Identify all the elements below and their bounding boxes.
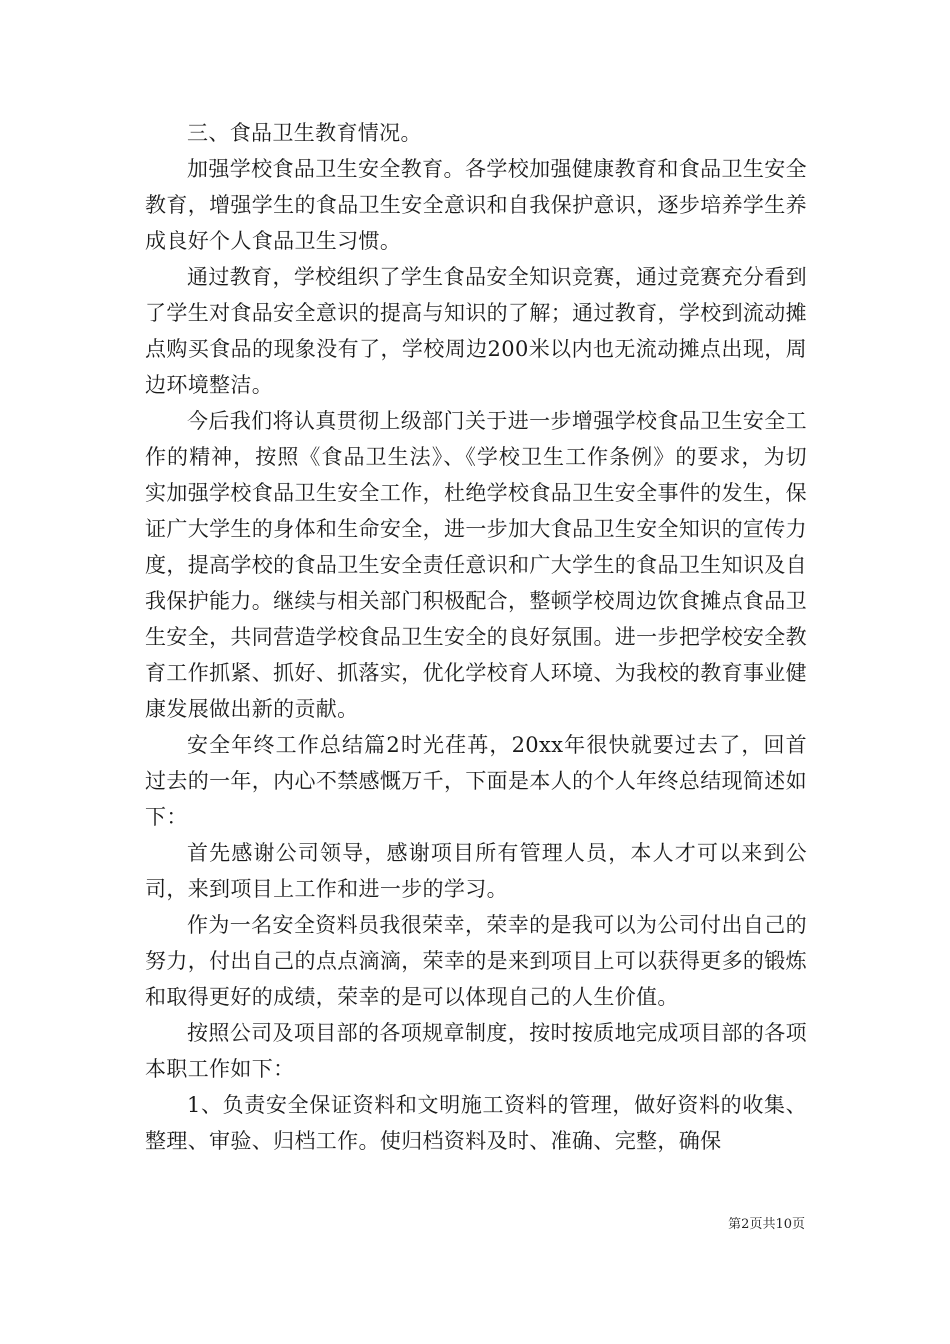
paragraph: 安全年终工作总结篇2时光荏苒，20xx年很快就要过去了，回首过去的一年，内心不禁感慨万千，下面是本人的个人年终总结现简述如下： <box>145 733 807 829</box>
paragraph: 通过教育，学校组织了学生食品安全知识竞赛，通过竞赛充分看到了学生对食品安全意识的提高与知识的了解；通过教育，学校到流动摊点购买食品的现象没有了，学校周边200米以内也无流动摊点出现，周边环境整洁。 <box>145 265 807 397</box>
paragraph: 今后我们将认真贯彻上级部门关于进一步增强学校食品卫生安全工作的精神，按照《食品卫生法》、《学校卫生工作条例》的要求，为切实加强学校食品卫生安全工作，杜绝学校食品卫生安全事件的发生，保证广大学生的身体和生命安全，进一步加大食品卫生安全知识的宣传力度，提高学校的食品卫生安全责任意识和广大学生的食品卫生知识及自我保护能力。继续与相关部门积极配合，整顿学校周边饮食摊点食品卫生安全，共同营造学校食品卫生安全的良好氛围。进一步把学校安全教育工作抓紧、抓好、抓落实，优化学校育人环境、为我校的教育事业健康发展做出新的贡献。 <box>145 409 807 721</box>
paragraph: 首先感谢公司领导，感谢项目所有管理人员，本人才可以来到公司，来到项目上工作和进一步的学习。 <box>145 841 807 901</box>
section-heading: 三、食品卫生教育情况。 <box>187 121 422 145</box>
paragraph: 加强学校食品卫生安全教育。各学校加强健康教育和食品卫生安全教育，增强学生的食品卫生安全意识和自我保护意识，逐步培养学生养成良好个人食品卫生习惯。 <box>145 157 807 253</box>
paragraph: 1、负责安全保证资料和文明施工资料的管理，做好资料的收集、整理、审验、归档工作。使归档资料及时、准确、完整，确保 <box>145 1093 807 1153</box>
paragraph: 作为一名安全资料员我很荣幸，荣幸的是我可以为公司付出自己的努力，付出自己的点点滴滴，荣幸的是来到项目上可以获得更多的锻炼和取得更好的成绩，荣幸的是可以体现自己的人生价值。 <box>145 913 807 1009</box>
document-body <box>145 115 807 1159</box>
paragraph: 按照公司及项目部的各项规章制度，按时按质地完成项目部的各项本职工作如下： <box>145 1021 807 1081</box>
page-number: 第2页共10页 <box>728 1217 805 1232</box>
